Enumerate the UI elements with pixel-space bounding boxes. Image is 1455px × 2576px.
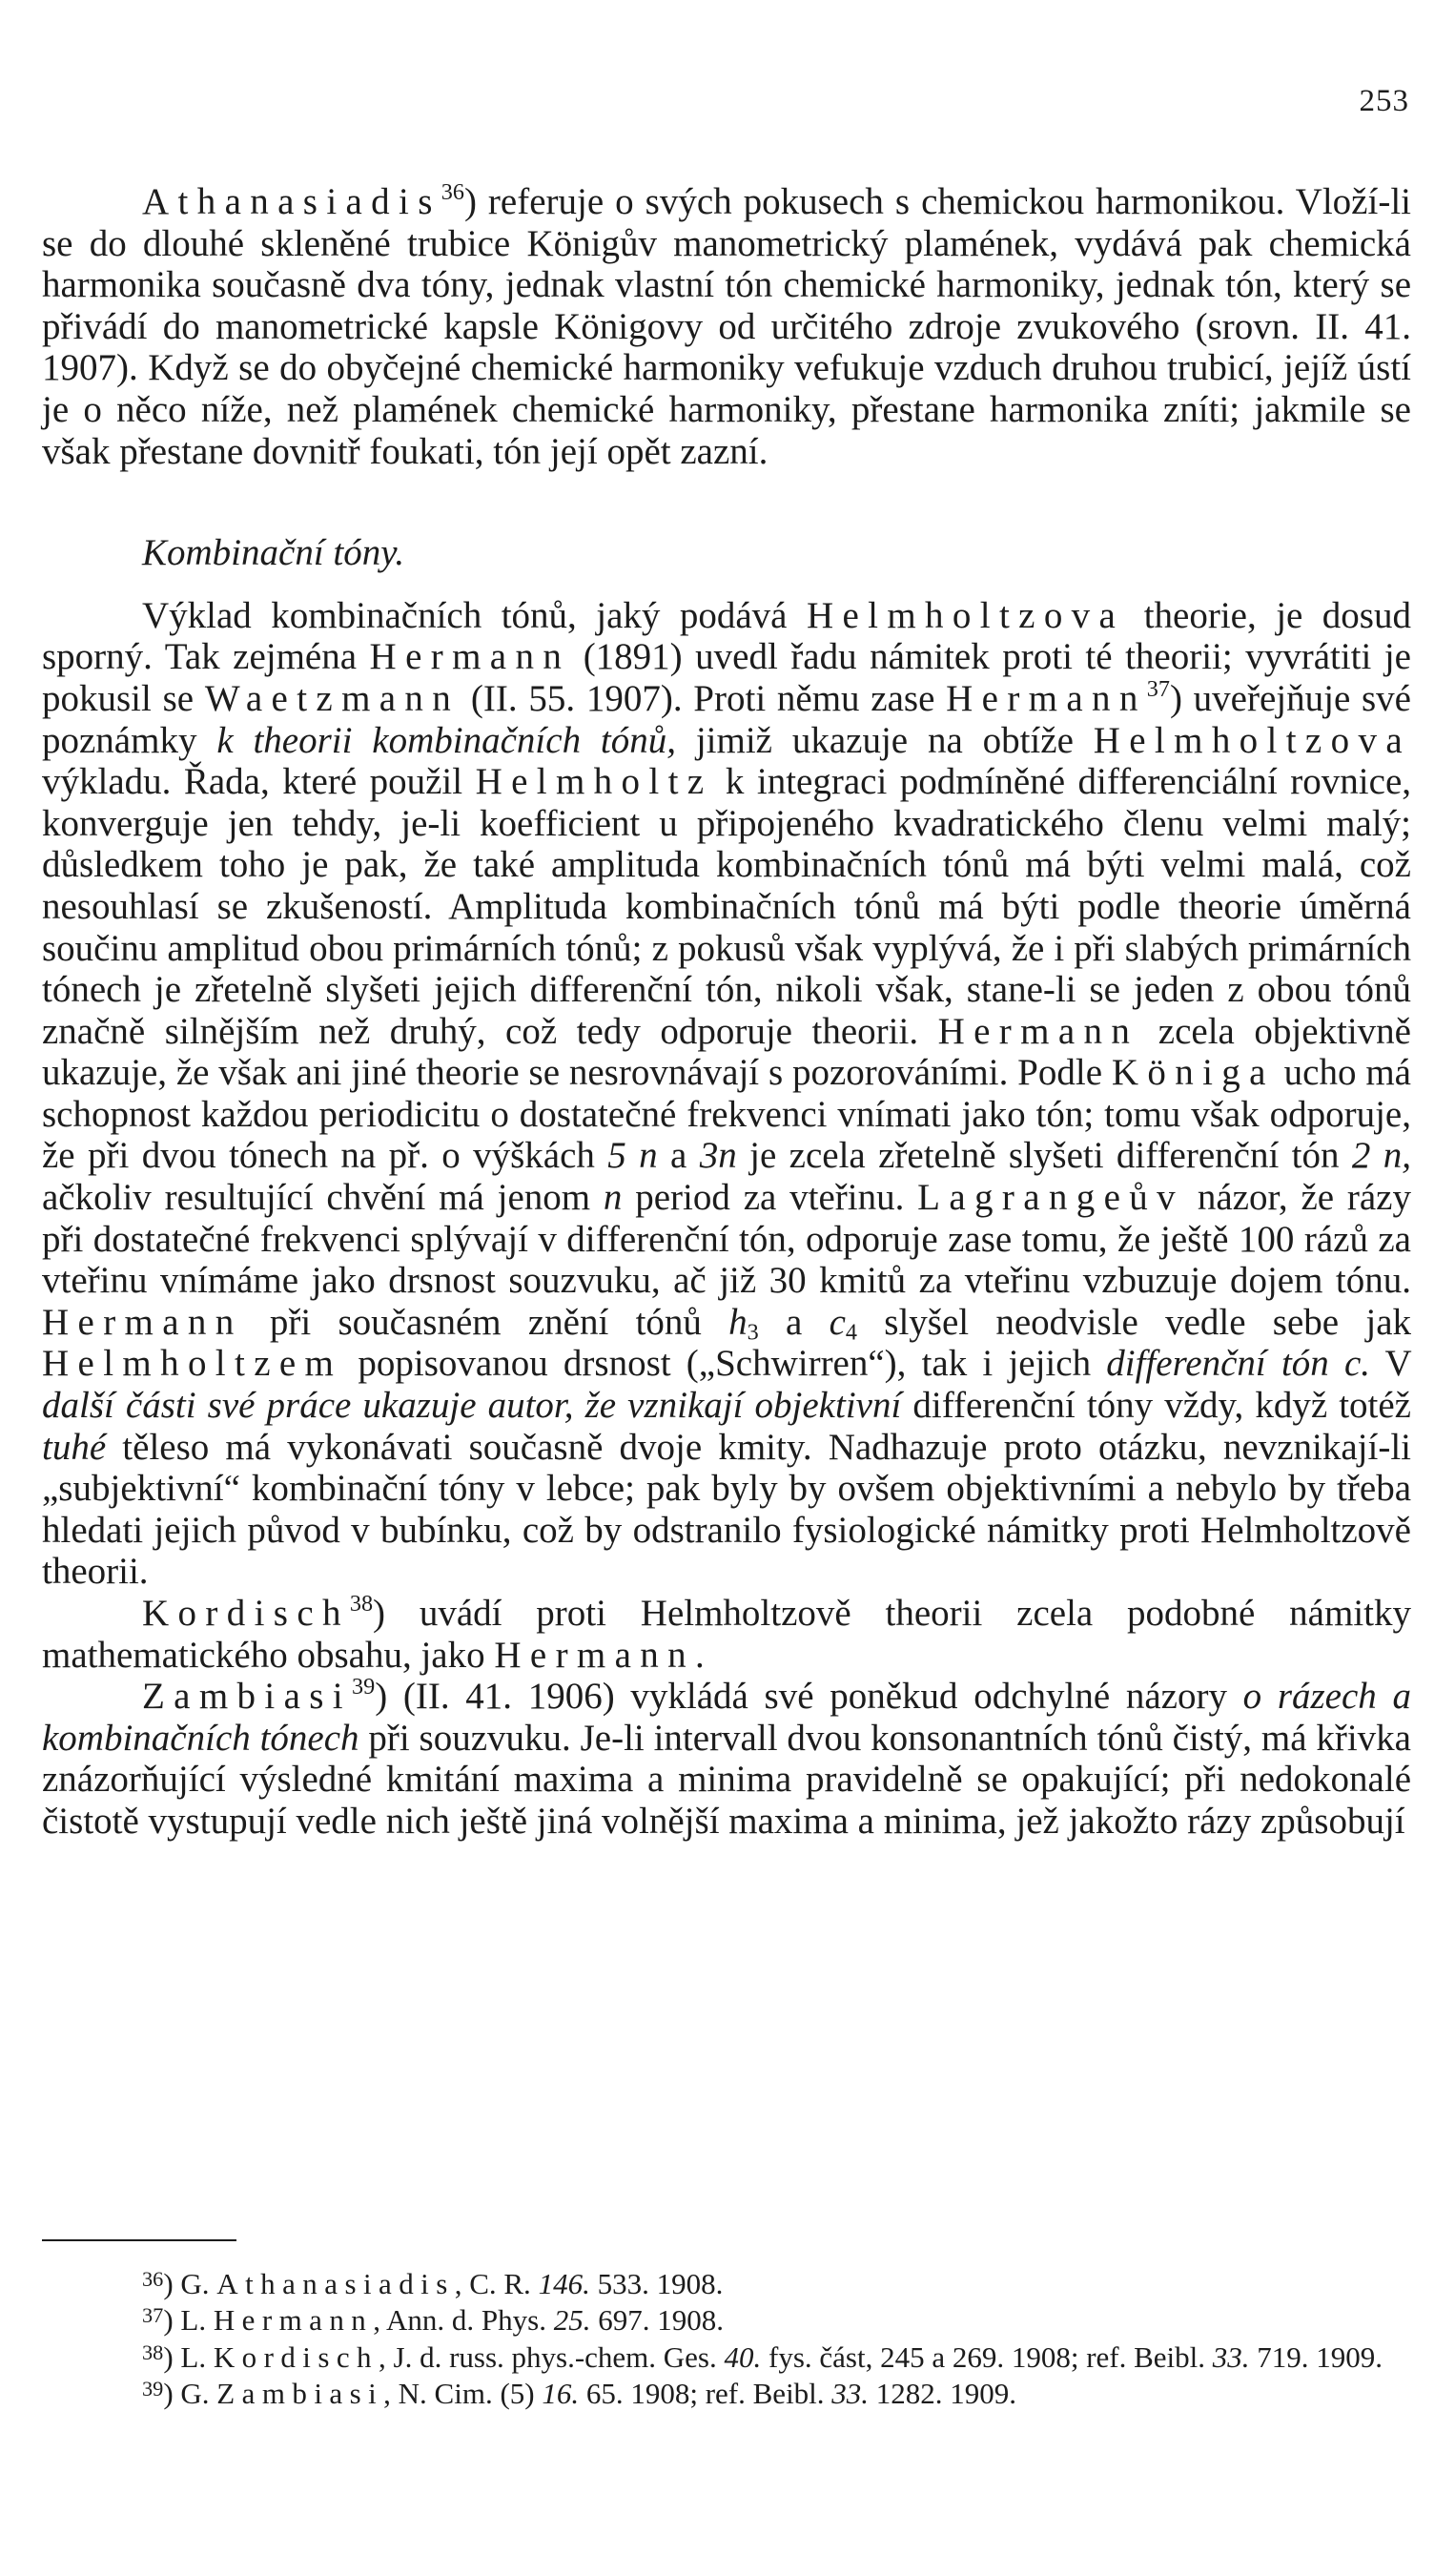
paragraph-athanasiadis: Athanasiadis$^{36}$) referuje o svých pokusech s chemickou harmonikou. Vloží-li se do dlouhé skleněné trubice Königův manometrický plamének, vydává pak chemická harmonika současně dva tóny, jednak vlastní tón chemické harmoniky, jednak tón, který se přivádí do manometrické kapsle Königovy od určitého zdroje zvukového (srovn. II. 41. 1907). Když se do obyčejné chemické harmoniky vefukuje vzduch druhou trubicí, jejíž ústí je o něco níže, než plamének chemické harmoniky, přestane harmonika zníti; jakmile se však přestane dovnitř foukati, tón její opět zazní. <box>42 179 1411 472</box>
author-name: Königa <box>1111 1052 1275 1094</box>
volume: 16. <box>542 2376 580 2410</box>
math-expr: 2 n, <box>1351 1135 1412 1177</box>
footnote-number: 37 <box>142 2303 164 2328</box>
footnote-ref[interactable]: 37 <box>1146 675 1170 702</box>
volume: 146. <box>538 2266 590 2300</box>
section-heading: Kombinační tóny. <box>142 532 405 574</box>
math-expr: h <box>728 1301 748 1343</box>
author-name: Zambiasi <box>216 2376 384 2410</box>
work-title: k theorii kombinačních tónů, <box>216 719 676 761</box>
author-name: Helmholtz <box>475 761 713 803</box>
emphasis: differenční tón c. <box>1106 1343 1371 1385</box>
footnotes <box>42 2263 1411 2409</box>
footnote-37: $^{37}$) L. Hermann, Ann. d. Phys. 25. 697. 1908. <box>142 2303 724 2338</box>
author-name: Hermann <box>369 636 571 678</box>
footnote-divider <box>42 2239 236 2241</box>
paragraph-zambiasi: Zambiasi$^{39}$) (II. 41. 1906) vykládá své poněkud odchylné názory o rázech a kombinačních tónech při souzvuku. Je-li intervall dvou konsonantních tónů čistý, má křivka znázorňující výsledné kmitání maxima a minima pravidelně se opakující; při nedokonalé čistotě vystupují vedle nich ještě jiná volnější maxima a minima, jež jakožto rázy způsobují <box>42 1674 1411 1842</box>
author-name: Zambiasi <box>142 1676 353 1718</box>
math-expr: c <box>829 1301 846 1343</box>
footnote-ref[interactable]: 36 <box>441 179 464 206</box>
author-name: Athanasiadis <box>142 181 441 222</box>
math-expr: n <box>603 1177 623 1219</box>
author-name: Athanasiadis <box>216 2266 455 2300</box>
paragraph-combination-tones: Výklad kombinačních tónů, jaký podává Helmholtzova theorie, je dosud sporný. Tak zejména Hermann (1891) uvedl řadu námitek proti té theorii; vyvrátiti je pokusil se Waetzmann (II. 55. 1907). Proti němu zase Hermann$^{37}$) uveřejňuje své poznámky k theorii kombinačních tónů, jimiž ukazuje na obtíže Helmholtzova výkladu. Řada, které použil Helmholtz k integraci podmíněné differenciální rovnice, konverguje jen tehdy, je-li koefficient u připojeného kvadratického členu velmi malý; důsledkem toho je pak, že také amplituda kombinačních tónů má býti velmi malá, což nesouhlasí se zkušeností. Amplituda kombinačních tónů má býti podle theorie úměrná součinu amplitud obou primárních tónů; z pokusů však vyplývá, že i při slabých primárních tónech je zřetelně slyšeti jejich differenční tón, nikoli však, stane-li se jeden z obou tónů značně silnějším než druhý, což tedy odporuje theorii. Hermann zcela objektivně ukazuje, že však ani jiné theorie se nesrovnávají s pozorováními. Podle Königa ucho má schopnost každou periodicitu o dostatečné frekvenci vnímati jako tón; tomu však odporuje, že při dvou tónech na př. o výškách 5 n a 3n je zcela zřetelně slyšeti differenční tón 2 n, ačkoliv resultující chvění má jenom n period za vteřinu. Lagrangeův názor, že rázy při dostatečné frekvenci splývají v differenční tón, odporuje zase tomu, že ještě 100 rázů za vteřinu vnímáme jako drsnost souzvuku, ač již 30 kmitů za vteřinu vzbuzuje dojem tónu. Hermann při současném znění tónů $h_3$ a $c_4$ slyšel neodvisle vedle sebe jak Helmholtzem popisovanou drsnost („Schwirren“), tak i jejich differenční tón c. V další části své práce ukazuje autor, že vznikají objektivní differenční tóny vždy, když totéž tuhé těleso má vykonávati současně dvoje kmity. Nadhazuje proto otázku, nevznikají-li „subjektivní“ kombinační tóny v lebce; pak byly by ovšem objektivními a nebylo by třeba hledati jejich původ v bubínku, což by odstranilo fysiologické námitky proti Helmholtzově theorii. <box>42 594 1412 1593</box>
footnote-36: $^{36}$) G. Athanasiadis, C. R. 146. 533. 1908. <box>142 2266 724 2300</box>
footnote-number: 39 <box>142 2376 164 2401</box>
subscript: 3 <box>747 1319 759 1346</box>
emphasis: tuhé <box>42 1426 107 1468</box>
footnote-39: $^{39}$) G. Zambiasi, N. Cim. (5) 16. 65. 1908; ref. Beibl. 33. 1282. 1909. <box>142 2376 1017 2410</box>
author-name: Helmholtzova <box>1093 719 1411 761</box>
subscript: 4 <box>845 1319 858 1346</box>
author-name: Hermann <box>946 677 1147 719</box>
volume: 33. <box>831 2376 870 2410</box>
footnote-ref[interactable]: 38 <box>349 1591 374 1618</box>
author-name: Helmholtzem <box>42 1343 343 1385</box>
main-text <box>42 181 1411 1843</box>
author-name: Lagrangeův <box>917 1177 1185 1219</box>
math-expr: 3n <box>699 1135 737 1177</box>
math-expr: 5 n <box>607 1135 658 1177</box>
author-name: Hermann <box>42 1301 243 1343</box>
author-name: Kordisch <box>142 1593 350 1634</box>
author-name: Hermann <box>494 1634 696 1676</box>
page-number: 253 <box>1359 84 1409 118</box>
footnote-number: 36 <box>142 2267 164 2291</box>
volume: 25. <box>553 2303 591 2338</box>
paragraph-kordisch: Kordisch$^{38}$) uvádí proti Helmholtzově theorii zcela podobné námitky mathematického obsahu, jako Hermann. <box>42 1591 1411 1676</box>
author-name: Hermann <box>213 2303 374 2338</box>
author-name: Helmholtzova <box>806 594 1125 636</box>
footnote-ref[interactable]: 39 <box>352 1674 376 1700</box>
author-name: Kordisch <box>213 2339 379 2374</box>
work-title: o rázech a kombinačních tónech <box>42 1676 1411 1759</box>
volume: 33. <box>1212 2339 1250 2374</box>
emphasis: další části své práce ukazuje autor, že vznikají objektivní <box>42 1385 902 1427</box>
footnote-number: 38 <box>142 2339 164 2364</box>
author-name: Waetzmann <box>204 677 461 719</box>
footnote-38: $^{38}$) L. Kordisch, J. d. russ. phys.-chem. Ges. 40. fys. část, 245 a 269. 1908; ref. Beibl. 33. 719. 1909. <box>142 2339 1383 2374</box>
volume: 40. <box>724 2339 762 2374</box>
author-name: Hermann <box>937 1010 1139 1052</box>
